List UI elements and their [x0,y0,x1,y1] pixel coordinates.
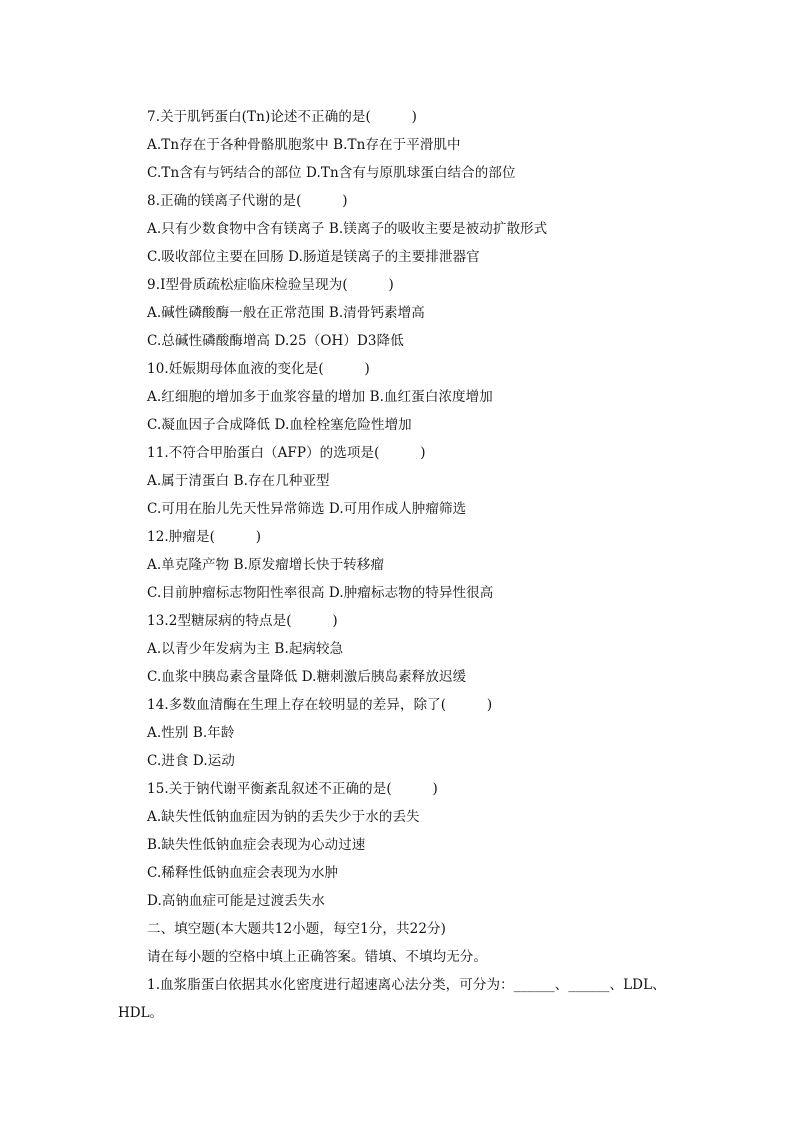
question-15-option-a: A.缺失性低钠血症因为钠的丢失少于水的丢失 [147,809,420,825]
question-15: 15.关于钠代谢平衡紊乱叙述不正确的是( ) [147,781,438,797]
question-11-options-cd: C.可用在胎儿先天性异常筛选 D.可用作成人肿瘤筛选 [147,501,467,517]
question-14: 14.多数血清酶在生理上存在较明显的差异，除了( ) [147,697,493,713]
question-8-options-ab: A.只有少数食物中含有镁离子 B.镁离子的吸收主要是被动扩散形式 [147,221,548,237]
question-7: 7.关于肌钙蛋白(Tn)论述不正确的是( ) [147,109,418,125]
question-14-options-cd: C.进食 D.运动 [147,753,235,769]
question-14-options-ab: A.性别 B.年龄 [147,725,235,741]
question-11-options-ab: A.属于清蛋白 B.存在几种亚型 [147,473,330,489]
fill-question-1-continuation: HDL。 [118,1005,164,1021]
question-15-option-b: B.缺失性低钠血症会表现为心动过速 [147,837,366,853]
question-15-option-d: D.高钠血症可能是过渡丢失水 [147,893,326,909]
question-10-options-ab: A.红细胞的增加多于血浆容量的增加 B.血红蛋白浓度增加 [147,389,493,405]
question-9: 9.Ⅰ型骨质疏松症临床检验呈现为( ) [147,277,394,293]
question-7-options-cd: C.Tn含有与钙结合的部位 D.Tn含有与原肌球蛋白结合的部位 [147,165,516,181]
question-12-options-ab: A.单克隆产物 B.原发瘤增长快于转移瘤 [147,557,385,573]
question-9-options-ab: A.碱性磷酸酶一般在正常范围 B.清骨钙素增高 [147,305,425,321]
question-10-options-cd: C.凝血因子合成降低 D.血栓栓塞危险性增加 [147,417,412,433]
question-13-options-ab: A.以青少年发病为主 B.起病较急 [147,641,344,657]
question-11: 11.不符合甲胎蛋白（AFP）的选项是( ) [147,445,426,461]
section-instructions: 请在每小题的空格中填上正确答案。错填、不填均无分。 [147,949,487,965]
question-12-options-cd: C.目前肿瘤标志物阳性率很高 D.肿瘤标志物的特异性很高 [147,585,494,601]
question-13: 13.2型糖尿病的特点是( ) [147,613,338,629]
question-13-options-cd: C.血浆中胰岛素含量降低 D.糖刺激后胰岛素释放迟缓 [147,669,467,685]
question-8-options-cd: C.吸收部位主要在回肠 D.肠道是镁离子的主要排泄器官 [147,249,480,265]
question-10: 10.妊娠期母体血液的变化是( ) [147,361,370,377]
question-8: 8.正确的镁离子代谢的是( ) [147,193,348,209]
fill-question-1: 1.血浆脂蛋白依据其水化密度进行超速离心法分类，可分为：______、______、LDL、 [147,977,666,993]
question-7-options-ab: A.Tn存在于各种骨骼肌胞浆中 B.Tn存在于平滑肌中 [147,137,461,153]
section-heading-fill-in: 二、填空题(本大题共12小题，每空1分，共22分) [147,921,446,937]
question-9-options-cd: C.总碱性磷酸酶增高 D.25（OH）D3降低 [147,333,404,349]
question-12: 12.肿瘤是( ) [147,529,262,545]
question-15-option-c: C.稀释性低钠血症会表现为水肿 [147,865,339,881]
